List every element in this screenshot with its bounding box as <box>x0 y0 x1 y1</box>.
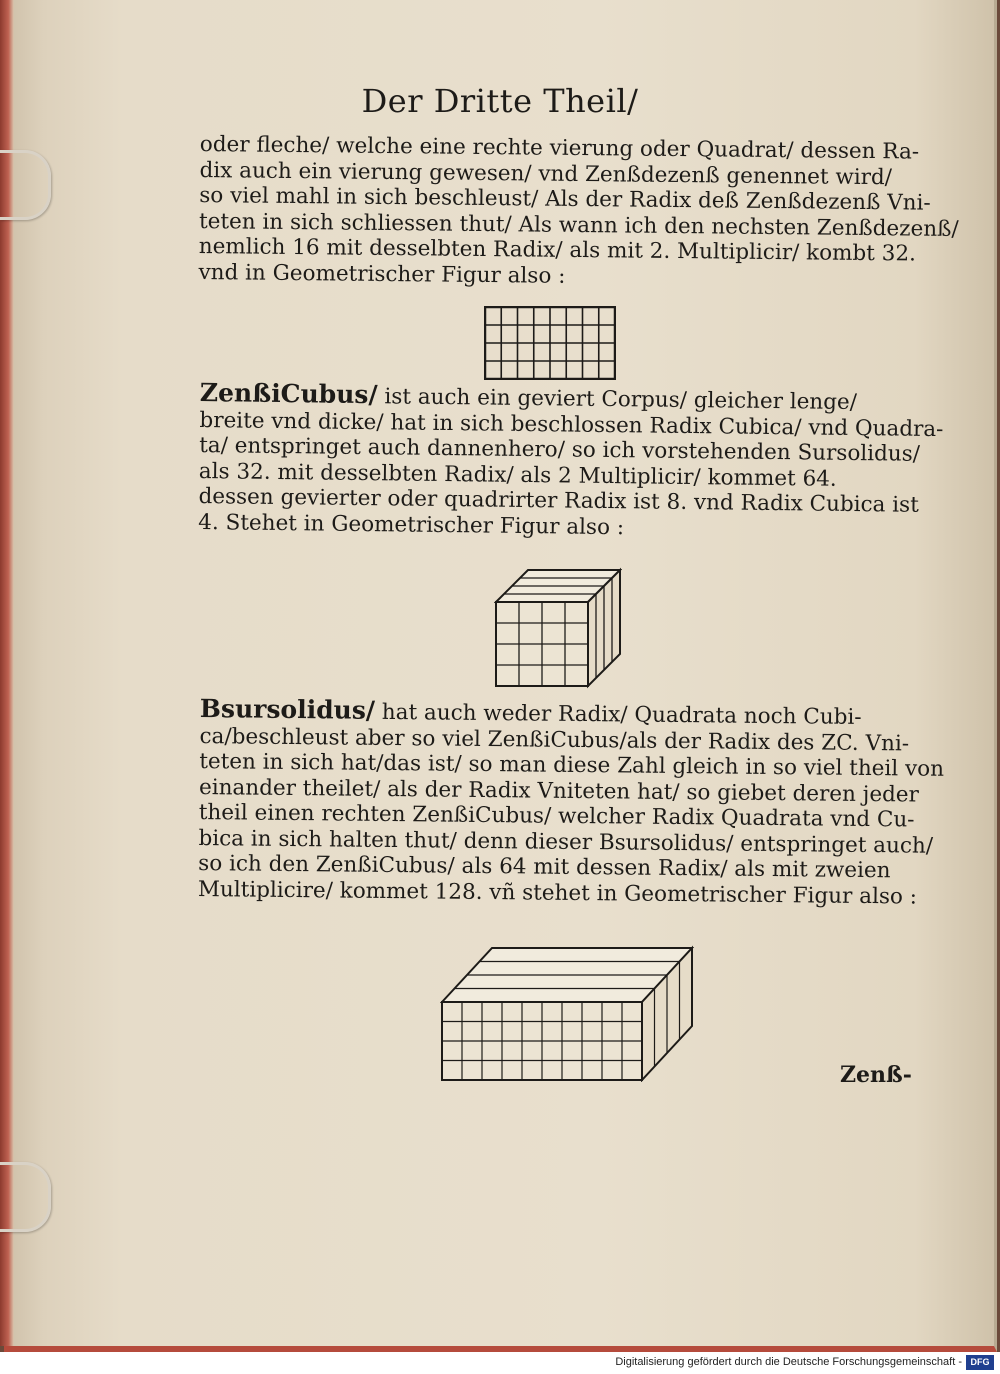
text-line: dix auch ein vierung gewesen/ vnd Zenßdezenß genennet wird/ <box>199 157 893 190</box>
text-line: nemlich 16 mit desselbten Radix/ als mit 2. Multiplicir/ kombt 32. <box>198 233 917 267</box>
page-header: Der Dritte Theil/ <box>361 82 639 120</box>
text-line: Multiplicire/ kommet 128. vñ stehet in Geometrischer Figur also : <box>197 876 918 910</box>
paragraph-bsursolidus <box>197 694 945 910</box>
square-grid-figure <box>484 306 616 380</box>
text-line-rest: ist auch ein geviert Corpus/ gleicher lenge/ <box>377 384 858 416</box>
dfg-logo: DFG <box>966 1355 994 1370</box>
term-zensicubus: ZenßiCubus/ <box>199 378 378 410</box>
binder-ring-bottom <box>0 1162 51 1232</box>
catchword: Zenß- <box>840 1062 912 1088</box>
text-line: als 32. mit desselbten Radix/ als 2 Multiplicir/ kommet 64. <box>198 458 837 492</box>
text-line: teten in sich schliessen thut/ Als wann ich den nechsten Zenßdezenß/ <box>198 208 959 242</box>
text-line: ca/beschleust aber so viel ZenßiCubus/als der Radix des ZC. Vni- <box>199 723 910 756</box>
text-line: ta/ entspringet auch dannenhero/ so ich vorstehenden Sursolidus/ <box>199 432 921 467</box>
text-line: so viel mahl in sich beschleust/ Als der Radix deß Zenßdezenß Vni- <box>199 182 931 216</box>
text-line: oder fleche/ welche eine rechte vierung oder Quadrat/ dessen Ra- <box>199 132 920 165</box>
text-line: teten in sich hat/das ist/ so man diese Zahl gleich in so viel theil von <box>199 748 945 782</box>
funding-note: Digitalisierung gefördert durch die Deutsche Forschungsgemeinschaft - <box>615 1356 962 1368</box>
term-bsursolidus: Bsursolidus/ <box>199 694 376 725</box>
paragraph-zensicubus <box>198 378 944 544</box>
footer-bar <box>0 1352 1000 1374</box>
text-line: so ich den ZenßiCubus/ als 64 mit dessen Radix/ als mit zweien <box>198 850 891 884</box>
text-line: breite vnd dicke/ hat in sich beschlossen Radix Cubica/ vnd Quadra- <box>199 407 944 442</box>
binder-ring-top <box>0 150 51 220</box>
text-line: dessen gevierter oder quadrirter Radix ist 8. vnd Radix Cubica ist <box>198 483 919 518</box>
text-line-rest: hat auch weder Radix/ Quadrata noch Cubi- <box>374 699 862 730</box>
text-line: 4. Stehet in Geometrischer Figur also : <box>198 509 625 540</box>
text-line: theil einen rechten ZenßiCubus/ welcher Radix Quadrata vnd Cu- <box>198 799 915 833</box>
text-line: bica in sich halten thut/ denn dieser Bsursolidus/ entspringet auch/ <box>198 825 934 859</box>
text-line: vnd in Geometrischer Figur also : <box>198 259 566 289</box>
text-line: einander theilet/ als der Radix Vniteten hat/ so giebet deren jeder <box>198 774 920 808</box>
slab-figure <box>440 944 694 1082</box>
cube-figure <box>494 566 622 690</box>
paragraph-intro <box>198 132 959 292</box>
